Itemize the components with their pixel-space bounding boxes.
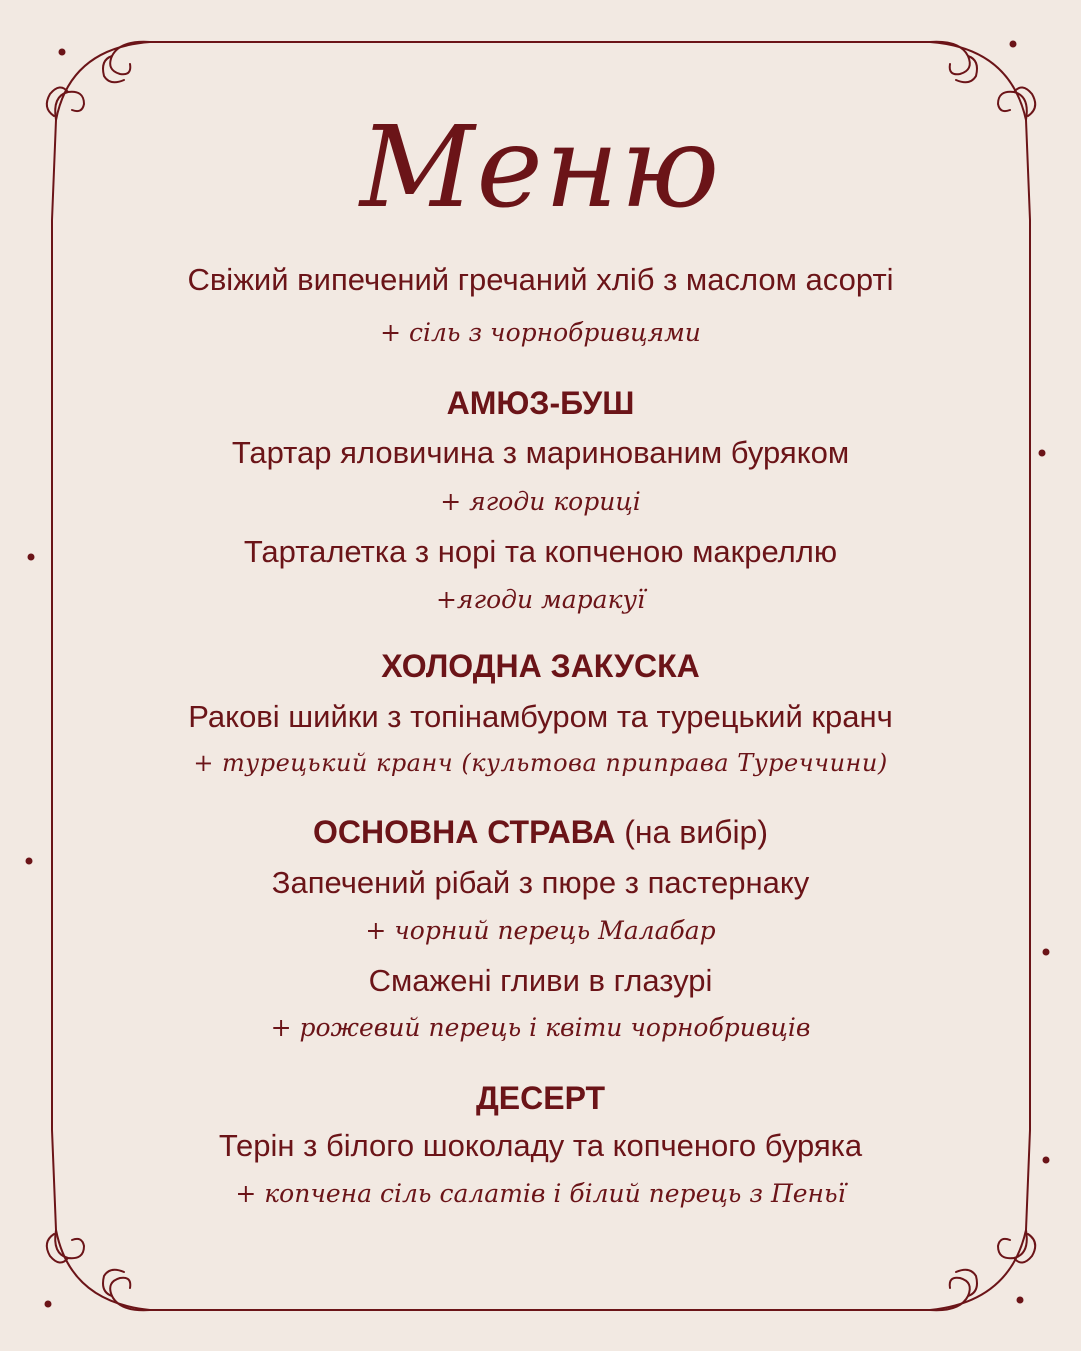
amuse-note-2: +ягоди маракуї [435,585,646,614]
section-heading-cold: ХОЛОДНА ЗАКУСКА [381,648,700,684]
main-heading-label: ОСНОВНА СТРАВА [312,814,616,850]
amuse-dish-1: Тартар яловичина з маринованим буряком [231,435,850,470]
intro-note: + сіль з чорнобривцями [380,318,701,347]
main-dish-2: Смажені гливи в глазурі [368,963,713,998]
main-note-2: + рожевий перець і квіти чорнобривців [270,1013,811,1042]
main-dish-1: Запечений рібай з пюре з пастернаку [271,865,810,900]
intro-dish: Свіжий випечений гречаний хліб з маслом асорті [187,262,894,297]
section-heading-dessert: ДЕСЕРТ [475,1080,606,1116]
dessert-dish-1: Терін з білого шоколаду та копченого буряка [218,1128,863,1163]
amuse-note-1: + ягоди кориці [440,487,641,516]
dessert-note-1: + копчена сіль салатів і білий перець з Пеньї [235,1179,846,1208]
main-note-1: + чорний перець Малабар [365,916,716,945]
menu-title: Меню [359,103,722,233]
main-heading-extra: (на вибір) [624,814,768,850]
section-heading-amuse: АМЮЗ-БУШ [446,385,635,421]
cold-dish-1: Ракові шийки з топінамбуром та турецький кранч [188,699,893,734]
section-heading-main [0,811,1081,853]
amuse-dish-2: Тарталетка з норі та копченою макреллю [243,534,838,569]
cold-note-1: + турецький кранч (культова приправа Туреччини) [193,749,888,777]
corner-scroll-bottom-left [47,1230,150,1310]
